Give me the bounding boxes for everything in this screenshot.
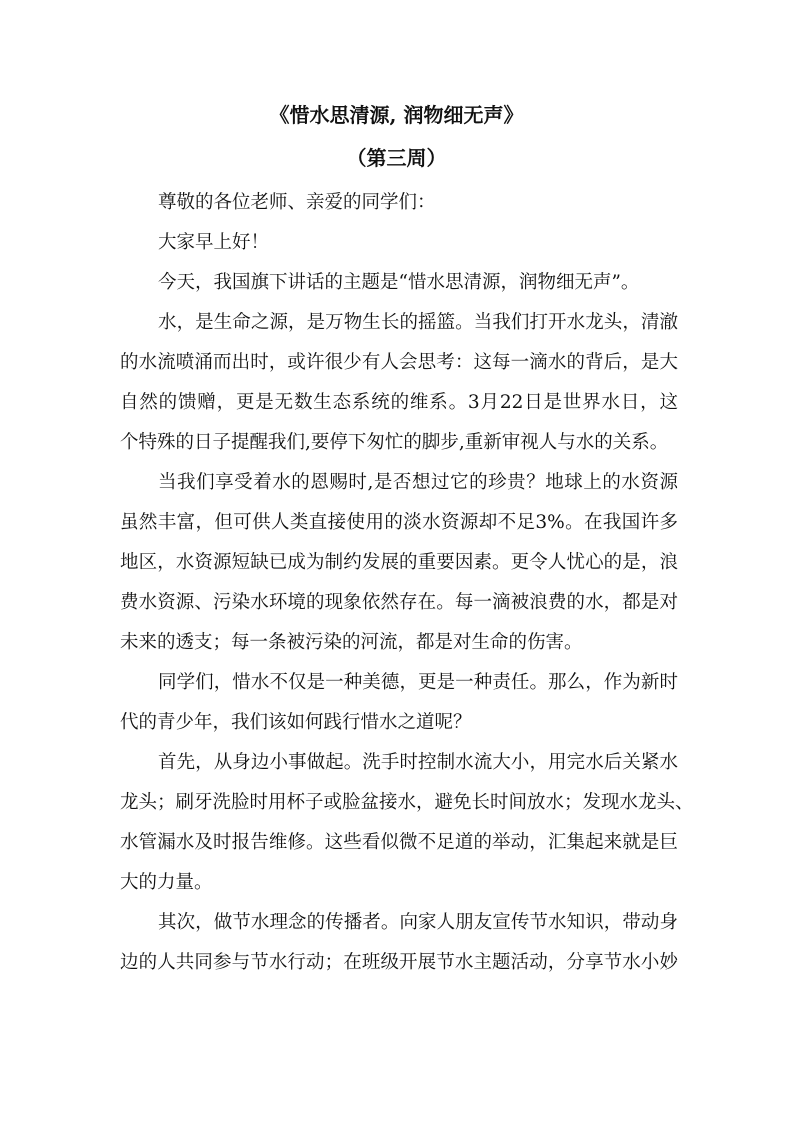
paragraph bbox=[120, 910, 678, 990]
text-line: 其次，做节水理念的传播者。向家人朋友宣传节水知识，带动身 bbox=[158, 912, 678, 933]
text-line: 虽然丰富，但可供人类直接使用的淡水资源却不足3%。在我国许多 bbox=[120, 512, 678, 533]
text-line: 水管漏水及时报告维修。这些看似微不足道的举动，汇集起来就是巨 bbox=[120, 832, 678, 853]
paragraph bbox=[120, 670, 678, 750]
text-line: 今天，我国旗下讲话的主题是“惜水思清源，润物细无声”。 bbox=[158, 272, 640, 293]
paragraph bbox=[120, 230, 678, 270]
text-line: 同学们，惜水不仅是一种美德，更是一种责任。那么，作为新时 bbox=[158, 672, 678, 693]
paragraph bbox=[120, 470, 678, 670]
text-line: 代的青少年，我们该如何践行惜水之道呢？ bbox=[120, 712, 472, 733]
text-line: 尊敬的各位老师、亲爱的同学们： bbox=[158, 192, 436, 213]
text-line: 自然的馈赠，更是无数生态系统的维系。3月22日是世界水日，这 bbox=[120, 392, 678, 413]
text-line: 龙头；刷牙洗脸时用杯子或脸盆接水，避免长时间放水；发现水龙头、 bbox=[120, 792, 694, 813]
text-line: 费水资源、污染水环境的现象依然存在。每一滴被浪费的水，都是对 bbox=[120, 592, 678, 613]
text-line: 大的力量。 bbox=[120, 872, 213, 893]
text-line: 个特殊的日子提醒我们,要停下匆忙的脚步,重新审视人与水的关系。 bbox=[120, 432, 669, 453]
document-body bbox=[120, 190, 694, 990]
text-line: 当我们享受着水的恩赐时,是否想过它的珍贵？地球上的水资源 bbox=[158, 472, 678, 493]
text-line: 地区，水资源短缺已成为制约发展的重要因素。更令人忧心的是，浪 bbox=[120, 552, 678, 573]
text-line: 未来的透支；每一条被污染的河流，都是对生命的伤害。 bbox=[120, 632, 583, 653]
paragraph bbox=[120, 190, 678, 230]
paragraph bbox=[120, 750, 694, 910]
text-line: 首先，从身边小事做起。洗手时控制水流大小，用完水后关紧水 bbox=[158, 752, 678, 773]
document-title: 《惜水思清源, 润物细无声》 bbox=[269, 103, 524, 127]
text-line: 大家早上好！ bbox=[158, 232, 270, 253]
text-line: 水，是生命之源，是万物生长的摇篮。当我们打开水龙头，清澈 bbox=[158, 312, 678, 333]
paragraph bbox=[120, 270, 678, 310]
text-line: 边的人共同参与节水行动；在班级开展节水主题活动，分享节水小妙 bbox=[120, 952, 678, 973]
text-line: 的水流喷涌而出时，或许很少有人会思考：这每一滴水的背后，是大 bbox=[120, 352, 678, 373]
document-subtitle: （第三周） bbox=[346, 146, 447, 170]
paragraph bbox=[120, 310, 678, 470]
